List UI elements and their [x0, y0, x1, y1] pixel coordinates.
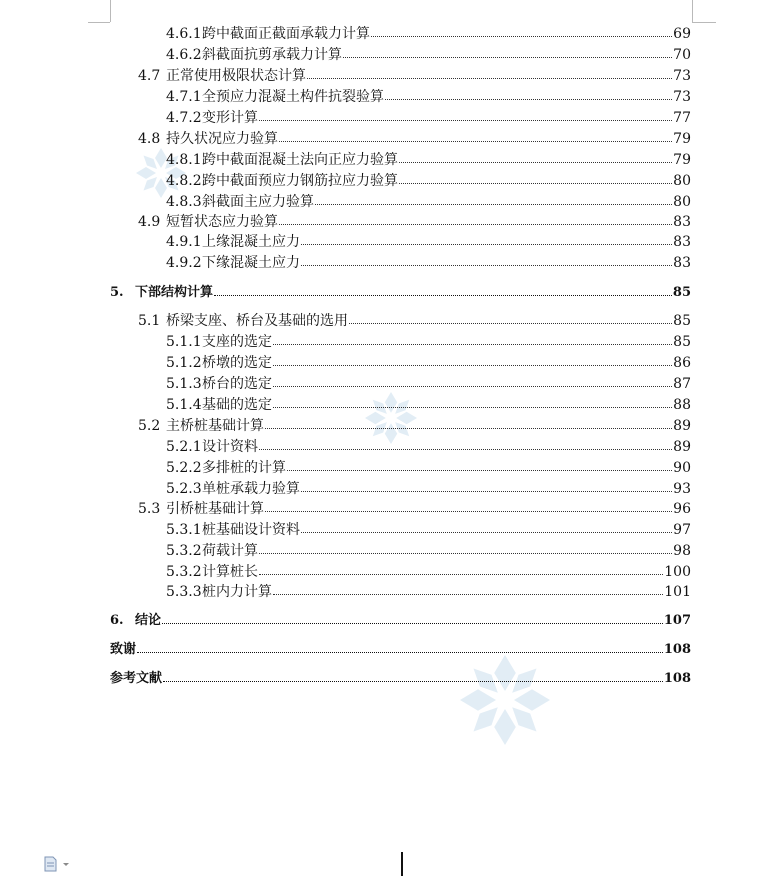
- toc-entry-number: 5.2.1: [166, 439, 202, 455]
- toc-entry-page-number: 89: [673, 418, 691, 434]
- toc-leader-dots: [273, 594, 663, 595]
- toc-entry-number: 5.2.3: [166, 481, 202, 497]
- toc-entry-title: 桩基础设计资料: [202, 522, 300, 538]
- toc-entry-number: 5.2.2: [166, 460, 202, 476]
- toc-entry-title: 变形计算: [202, 110, 258, 126]
- toc-entry-page-number: 73: [673, 89, 691, 105]
- toc-entry-number: 5.1.4: [166, 397, 202, 413]
- toc-entry-title: 跨中截面混凝土法向正应力验算: [202, 152, 398, 168]
- toc-entry-title: 桩内力计算: [202, 584, 272, 600]
- toc-entry[interactable]: [0, 520, 781, 540]
- toc-leader-dots: [265, 511, 672, 512]
- toc-entry[interactable]: [0, 374, 781, 394]
- toc-entry-page-number: 98: [673, 543, 691, 559]
- toc-entry-title: 斜截面主应力验算: [202, 194, 314, 210]
- toc-entry[interactable]: [0, 582, 781, 602]
- toc-entry-title: 致谢: [110, 642, 137, 657]
- toc-entry[interactable]: [0, 353, 781, 373]
- toc-leader-dots: [399, 183, 672, 184]
- toc-entry-page-number: 87: [673, 376, 691, 392]
- crop-mark-top-right-horizontal: [692, 22, 716, 23]
- toc-leader-dots: [273, 407, 672, 408]
- toc-entry[interactable]: [0, 416, 781, 436]
- toc-entry[interactable]: [0, 283, 781, 303]
- toc-leader-dots: [273, 344, 672, 345]
- toc-entry-title: 参考文献: [110, 671, 163, 686]
- toc-entry-number: 4.8: [138, 131, 161, 147]
- toc-entry-number: 5.3.3: [166, 584, 202, 600]
- toc-entry[interactable]: [0, 640, 781, 660]
- toc-leader-dots: [349, 323, 672, 324]
- toc-entry-title: 桥台的选定: [202, 376, 272, 392]
- toc-entry-title: 荷载计算: [202, 543, 258, 559]
- toc-leader-dots: [163, 681, 663, 682]
- toc-entry[interactable]: [0, 192, 781, 212]
- toc-entry-number: 4.8.3: [166, 194, 202, 210]
- toc-entry-page-number: 90: [673, 460, 691, 476]
- toc-entry-title: 桥墩的选定: [202, 355, 272, 371]
- toc-entry-page-number: 88: [673, 397, 691, 413]
- toc-entry-number: 5.3.2: [166, 543, 202, 559]
- toc-entry-number: 5.1: [138, 313, 161, 329]
- toc-entry[interactable]: [0, 395, 781, 415]
- toc-entry[interactable]: [0, 232, 781, 252]
- toc-leader-dots: [259, 574, 663, 575]
- toc-entry-number: 4.6.2: [166, 47, 202, 63]
- toc-entry-page-number: 108: [663, 671, 691, 686]
- toc-entry-page-number: 77: [673, 110, 691, 126]
- toc-entry-title: 单桩承载力验算: [202, 481, 300, 497]
- toc-entry[interactable]: [0, 150, 781, 170]
- toc-leader-dots: [301, 265, 672, 266]
- toc-leader-dots: [385, 99, 672, 100]
- toc-entry-number: 5.2: [138, 418, 161, 434]
- toc-entry-number: 4.7.1: [166, 89, 202, 105]
- toc-leader-dots: [301, 244, 672, 245]
- toc-entry-number: 5.3.2: [166, 564, 202, 580]
- toc-leader-dots: [162, 623, 663, 624]
- toc-entry[interactable]: [0, 108, 781, 128]
- toc-entry-page-number: 83: [673, 255, 691, 271]
- toc-entry-title: 上缘混凝土应力: [202, 234, 300, 250]
- toc-entry[interactable]: [0, 479, 781, 499]
- toc-entry-page-number: 80: [673, 194, 691, 210]
- toc-entry-page-number: 70: [673, 47, 691, 63]
- toc-entry[interactable]: [0, 541, 781, 561]
- toc-entry-page-number: 79: [673, 152, 691, 168]
- toc-entry-page-number: 93: [673, 481, 691, 497]
- crop-mark-top-left-vertical: [110, 0, 111, 22]
- toc-entry[interactable]: [0, 87, 781, 107]
- toc-leader-dots: [315, 204, 672, 205]
- toc-entry-title: 设计资料: [202, 439, 258, 455]
- toc-entry-number: 4.9.2: [166, 255, 202, 271]
- toc-entry-title: 基础的选定: [202, 397, 272, 413]
- toc-entry[interactable]: [0, 129, 781, 149]
- toc-entry-title: 跨中截面预应力钢筋拉应力验算: [202, 173, 398, 189]
- toc-entry-title: 桥梁支座、桥台及基础的选用: [166, 313, 348, 329]
- toc-entry-page-number: 85: [673, 313, 691, 329]
- toc-entry-title: 持久状况应力验算: [166, 131, 278, 147]
- toc-entry-title: 主桥桩基础计算: [166, 418, 264, 434]
- toc-leader-dots: [273, 386, 672, 387]
- toc-entry-title: 支座的选定: [202, 334, 272, 350]
- toc-leader-dots: [279, 224, 672, 225]
- toc-entry-number: 4.7: [138, 68, 161, 84]
- toc-entry-page-number: 86: [673, 355, 691, 371]
- toc-entry[interactable]: [0, 499, 781, 519]
- toc-leader-dots: [301, 532, 672, 533]
- toc-entry-title: 计算桩长: [202, 564, 258, 580]
- toc-entry[interactable]: [0, 66, 781, 86]
- toc-entry-number: 4.9: [138, 214, 161, 230]
- toc-entry-page-number: 85: [672, 285, 691, 300]
- toc-leader-dots: [259, 449, 672, 450]
- toc-entry-title: 全预应力混凝土构件抗裂验算: [202, 89, 384, 105]
- toc-entry-number: 5.1.3: [166, 376, 202, 392]
- toc-entry-title: 下缘混凝土应力: [202, 255, 300, 271]
- toc-entry[interactable]: [0, 611, 781, 631]
- toc-leader-dots: [259, 120, 672, 121]
- toc-entry[interactable]: [0, 562, 781, 582]
- toc-leader-dots: [307, 78, 672, 79]
- toc-leader-dots: [137, 652, 663, 653]
- toc-entry-number: 4.8.2: [166, 173, 202, 189]
- toc-entry-title: 下部结构计算: [135, 285, 214, 300]
- toc-entry-title: 多排桩的计算: [202, 460, 286, 476]
- document-page-icon[interactable]: [44, 856, 70, 876]
- toc-entry[interactable]: [0, 212, 781, 232]
- toc-entry-page-number: 108: [663, 642, 691, 657]
- toc-entry[interactable]: [0, 171, 781, 191]
- toc-entry-page-number: 69: [673, 26, 691, 42]
- toc-entry-title: 跨中截面正截面承载力计算: [202, 26, 370, 42]
- toc-entry[interactable]: [0, 669, 781, 689]
- toc-entry[interactable]: [0, 253, 781, 273]
- toc-entry-page-number: 79: [673, 131, 691, 147]
- toc-leader-dots: [343, 57, 672, 58]
- toc-entry[interactable]: [0, 24, 781, 44]
- toc-leader-dots: [279, 141, 672, 142]
- toc-entry-number: 5.3.1: [166, 522, 202, 538]
- toc-entry-number: 4.7.2: [166, 110, 202, 126]
- toc-leader-dots: [265, 428, 672, 429]
- toc-entry-title: 引桥桩基础计算: [166, 501, 264, 517]
- toc-entry-page-number: 80: [673, 173, 691, 189]
- toc-entry-number: 5.1.2: [166, 355, 202, 371]
- toc-leader-dots: [273, 365, 672, 366]
- toc-entry[interactable]: [0, 311, 781, 331]
- toc-entry[interactable]: [0, 45, 781, 65]
- toc-entry-title: 短暂状态应力验算: [166, 214, 278, 230]
- toc-entry-page-number: 100: [664, 564, 691, 580]
- toc-entry[interactable]: [0, 437, 781, 457]
- toc-entry-number: 4.6.1: [166, 26, 202, 42]
- toc-entry-page-number: 97: [673, 522, 691, 538]
- toc-entry-title: 结论: [135, 613, 162, 628]
- toc-entry-number: 5.3: [138, 501, 161, 517]
- toc-leader-dots: [214, 295, 672, 296]
- toc-entry[interactable]: [0, 332, 781, 352]
- toc-entry-page-number: 73: [673, 68, 691, 84]
- toc-entry-page-number: 101: [664, 584, 691, 600]
- toc-leader-dots: [301, 491, 672, 492]
- toc-leader-dots: [259, 553, 672, 554]
- toc-entry-page-number: 85: [673, 334, 691, 350]
- toc-entry-page-number: 96: [673, 501, 691, 517]
- crop-mark-top-left-horizontal: [88, 22, 110, 23]
- toc-entry-number: 5.: [110, 285, 124, 300]
- toc-entry-title: 正常使用极限状态计算: [166, 68, 306, 84]
- toc-entry-number: 5.1.1: [166, 334, 202, 350]
- toc-entry-page-number: 83: [673, 214, 691, 230]
- toc-entry-number: 4.9.1: [166, 234, 202, 250]
- text-cursor: [401, 852, 403, 876]
- crop-mark-top-right-vertical: [692, 0, 693, 22]
- toc-leader-dots: [287, 470, 672, 471]
- toc-entry-page-number: 107: [663, 613, 691, 628]
- toc-entry-number: 6.: [110, 613, 124, 628]
- toc-entry[interactable]: [0, 458, 781, 478]
- toc-entry-page-number: 89: [673, 439, 691, 455]
- toc-leader-dots: [371, 36, 672, 37]
- toc-entry-number: 4.8.1: [166, 152, 202, 168]
- toc-entry-title: 斜截面抗剪承载力计算: [202, 47, 342, 63]
- toc-leader-dots: [399, 162, 672, 163]
- toc-entry-page-number: 83: [673, 234, 691, 250]
